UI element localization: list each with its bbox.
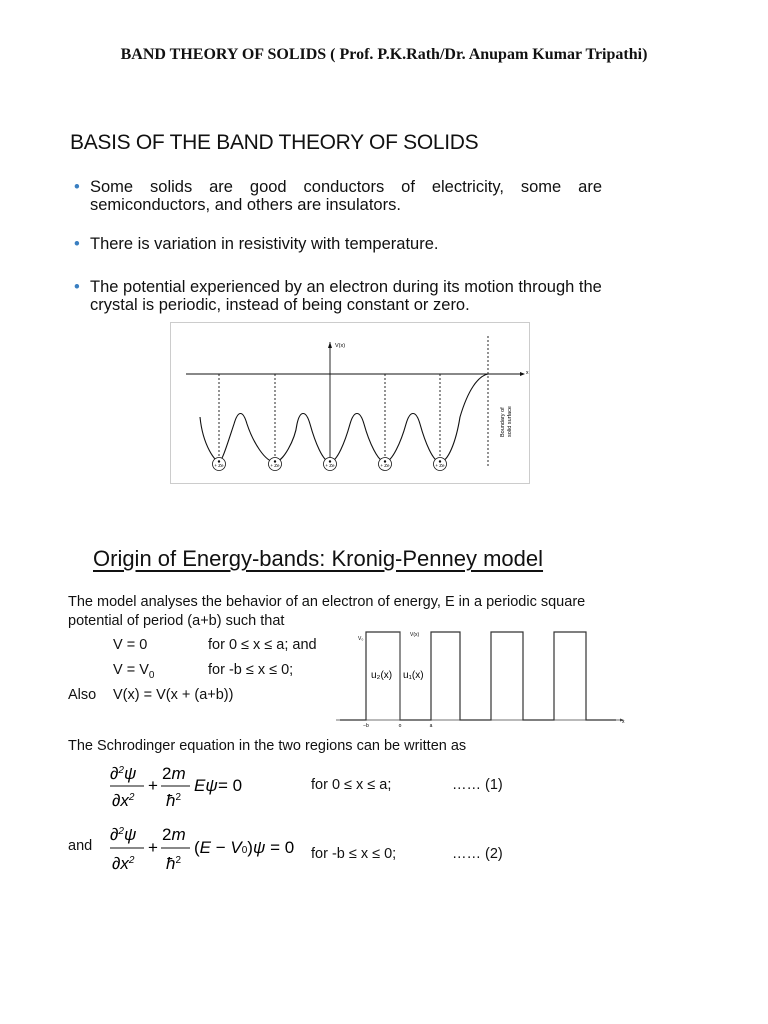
svg-text:∂2ψ: ∂$^2$ψ: [110, 764, 137, 783]
svg-text:∂2ψ: ∂$^2$ψ: [110, 825, 137, 844]
page-header: BAND THEORY OF SOLIDS ( Prof. P.K.Rath/Dr. Anupam Kumar Tripathi): [120, 46, 648, 63]
condition-1-rhs: for 0 ≤ x ≤ a; and: [208, 637, 317, 653]
equation-2-region: for -b ≤ x ≤ 0;: [311, 846, 397, 862]
intro-line-1: The model analyses the behavior of an electron of energy, E in a periodic square: [68, 594, 586, 610]
section-title-basis: BASIS OF THE BAND THEORY OF SOLIDS: [70, 131, 479, 154]
and-label: and: [68, 838, 93, 854]
square-potential-figure: [336, 622, 628, 732]
condition-2-rhs: for -b ≤ x ≤ 0;: [208, 662, 294, 678]
periodicity-condition: V(x) = V(x + (a+b)): [113, 687, 234, 703]
x-axis-arrow-icon: [520, 372, 525, 376]
svg-text:= 0: = 0: [218, 776, 243, 795]
v0-label: V₀: [358, 636, 364, 642]
u1-label: u₁(x): [403, 670, 424, 681]
y-axis-arrow-icon: [328, 342, 332, 348]
svg-text:2m: 2m: [162, 764, 186, 783]
equation-2-number: …… (2): [452, 846, 503, 862]
u2-label: u₂(x): [371, 670, 393, 681]
schrodinger-intro: The Schrodinger equation in the two regions can be written as: [68, 738, 467, 754]
a-tick: a: [429, 723, 433, 729]
condition-2-lhs: $V = V_0$: [113, 662, 155, 681]
svg-text:+ Ze: + Ze: [435, 463, 445, 468]
svg-text:∂x2: $\partial x^2$: [112, 791, 135, 810]
bullet-dot-icon: •: [74, 278, 80, 296]
ion-cores: [213, 458, 447, 471]
bullet-1: • Some solids are good conductors of electricity, some are semiconductors, and others are insulators.: [74, 178, 602, 214]
svg-text:+ Ze: + Ze: [214, 463, 224, 468]
svg-text:+ Ze: + Ze: [380, 463, 390, 468]
equation-1-number: …… (1): [452, 777, 503, 793]
svg-text:ħ2: $ħ^2$: [166, 854, 182, 873]
condition-1-lhs: V = 0: [113, 637, 148, 653]
ion-guides: [219, 336, 488, 467]
y-axis-label: V(x): [335, 343, 346, 349]
equation-2: [108, 822, 298, 878]
boundary-label: [500, 406, 513, 437]
equation-1-region: for 0 ≤ x ≤ a;: [311, 777, 392, 793]
svg-text:Boundary of: Boundary of: [500, 407, 506, 437]
section-title-kronig-penney: Origin of Energy-bands: Kronig-Penney model: [93, 546, 544, 571]
intro-line-2: potential of period (a+b) such that: [68, 613, 285, 629]
svg-text:+: +: [148, 838, 158, 857]
x-axis-label: x: [622, 719, 625, 725]
potential-curve: [200, 374, 488, 462]
svg-text:Eψ: Eψ: [194, 776, 218, 795]
svg-text:+ Ze: + Ze: [325, 463, 335, 468]
equation-1: [108, 762, 258, 814]
svg-text:+: +: [148, 776, 158, 795]
svg-text:ħ2: $ħ^2$: [166, 791, 182, 810]
also-label: Also: [68, 687, 97, 703]
x-axis-label: x: [526, 370, 529, 376]
svg-text:∂x2: $\partial x^2$: [112, 854, 135, 873]
svg-text:(E − V0)ψ = 0: (E − V0)ψ = 0: [194, 838, 295, 857]
b-tick: −b: [363, 723, 369, 729]
periodic-potential-figure: [170, 322, 530, 484]
svg-text:solid surface: solid surface: [507, 406, 513, 437]
bullet-dot-icon: •: [74, 178, 80, 196]
bullet-dot-icon: •: [74, 235, 80, 253]
figure-border: [171, 323, 530, 484]
vx-label: V(x): [410, 632, 420, 638]
svg-text:+ Ze: + Ze: [270, 463, 280, 468]
svg-text:2m: 2m: [162, 825, 186, 844]
bullet-2: • There is variation in resistivity with temperature.: [74, 235, 439, 253]
bullet-3: • The potential experienced by an electron during its motion through the crystal is periodic, instead of being constant or zero.: [74, 278, 602, 314]
o-tick: o: [398, 723, 402, 729]
